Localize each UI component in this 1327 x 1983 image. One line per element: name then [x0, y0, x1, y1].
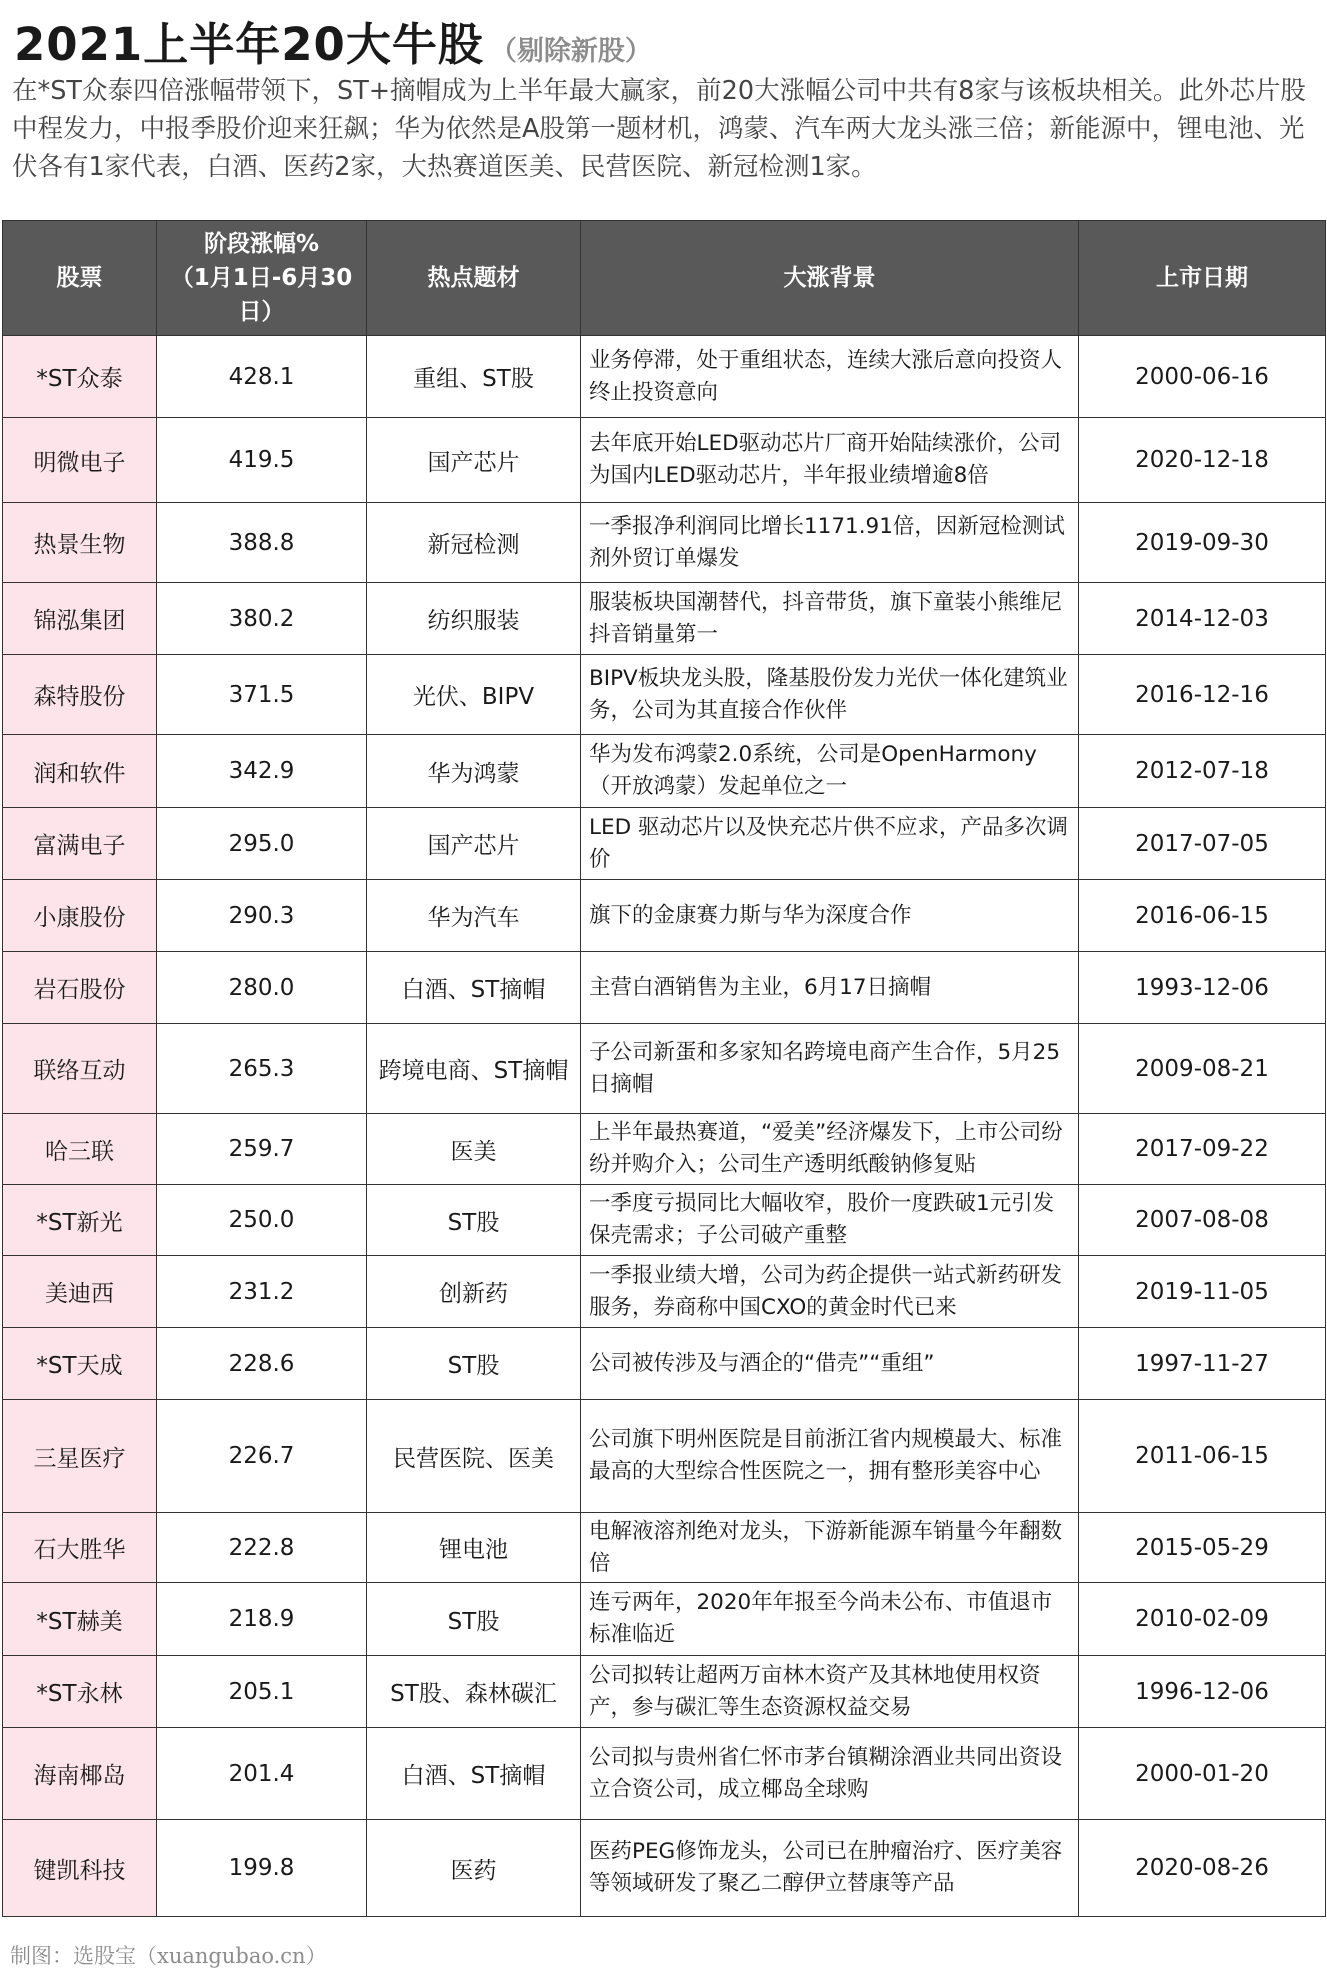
- theme: 重组、ST股: [367, 336, 581, 418]
- table-row: [3, 1656, 1326, 1728]
- table-row: [3, 808, 1326, 880]
- theme: 医药: [367, 1820, 581, 1917]
- gain-value: 222.8: [157, 1513, 367, 1583]
- theme: 国产芯片: [367, 808, 581, 880]
- table-row: [3, 336, 1326, 418]
- gain-value: 295.0: [157, 808, 367, 880]
- table-row: [3, 1400, 1326, 1513]
- table-row: [3, 1820, 1326, 1917]
- theme: 医美: [367, 1114, 581, 1185]
- table-row: [3, 880, 1326, 952]
- rally-background: 子公司新蛋和多家知名跨境电商产生合作，5月25日摘帽: [581, 1024, 1079, 1114]
- theme: 民营医院、医美: [367, 1400, 581, 1513]
- stock-name: 三星医疗: [3, 1400, 157, 1513]
- listing-date: 1997-11-27: [1079, 1328, 1326, 1400]
- gain-value: 199.8: [157, 1820, 367, 1917]
- stocks-table: [2, 220, 1326, 1917]
- gain-value: 428.1: [157, 336, 367, 418]
- table-row: [3, 1185, 1326, 1256]
- table-row: [3, 735, 1326, 808]
- listing-date: 2007-08-08: [1079, 1185, 1326, 1256]
- theme: 跨境电商、ST摘帽: [367, 1024, 581, 1114]
- gain-value: 259.7: [157, 1114, 367, 1185]
- stock-name: *ST众泰: [3, 336, 157, 418]
- rally-background: 一季报净利润同比增长1171.91倍，因新冠检测试剂外贸订单爆发: [581, 503, 1079, 583]
- rally-background: 一季度亏损同比大幅收窄，股价一度跌破1元引发保壳需求；子公司破产重整: [581, 1185, 1079, 1256]
- rally-background: 公司旗下明州医院是目前浙江省内规模最大、标准最高的大型综合性医院之一，拥有整形美容中心: [581, 1400, 1079, 1513]
- gain-value: 226.7: [157, 1400, 367, 1513]
- rally-background: 业务停滞，处于重组状态，连续大涨后意向投资人终止投资意向: [581, 336, 1079, 418]
- stock-name: 润和软件: [3, 735, 157, 808]
- listing-date: 2011-06-15: [1079, 1400, 1326, 1513]
- theme: ST股: [367, 1328, 581, 1400]
- table-row: [3, 1256, 1326, 1328]
- table-row: [3, 1728, 1326, 1820]
- gain-value: 265.3: [157, 1024, 367, 1114]
- listing-date: 2019-09-30: [1079, 503, 1326, 583]
- listing-date: 2016-06-15: [1079, 880, 1326, 952]
- stock-name: 富满电子: [3, 808, 157, 880]
- rally-background: 电解液溶剂绝对龙头，下游新能源车销量今年翻数倍: [581, 1513, 1079, 1583]
- listing-date: 2012-07-18: [1079, 735, 1326, 808]
- listing-date: 2017-07-05: [1079, 808, 1326, 880]
- gain-value: 280.0: [157, 952, 367, 1024]
- stock-name: 美迪西: [3, 1256, 157, 1328]
- stock-name: *ST永林: [3, 1656, 157, 1728]
- theme: ST股、森林碳汇: [367, 1656, 581, 1728]
- stock-name: 小康股份: [3, 880, 157, 952]
- table-row: [3, 952, 1326, 1024]
- listing-date: 1993-12-06: [1079, 952, 1326, 1024]
- header-stock: 股票: [3, 221, 157, 336]
- listing-date: 2017-09-22: [1079, 1114, 1326, 1185]
- table-row: [3, 503, 1326, 583]
- rally-background: 旗下的金康赛力斯与华为深度合作: [581, 880, 1079, 952]
- stock-name: 明微电子: [3, 418, 157, 503]
- gain-value: 231.2: [157, 1256, 367, 1328]
- rally-background: 公司拟转让超两万亩林木资产及其林地使用权资产，参与碳汇等生态资源权益交易: [581, 1656, 1079, 1728]
- gain-value: 218.9: [157, 1583, 367, 1656]
- rally-background: 华为发布鸿蒙2.0系统，公司是OpenHarmony（开放鸿蒙）发起单位之一: [581, 735, 1079, 808]
- theme: 纺织服装: [367, 583, 581, 655]
- stock-name: 联络互动: [3, 1024, 157, 1114]
- gain-value: 290.3: [157, 880, 367, 952]
- stock-name: *ST天成: [3, 1328, 157, 1400]
- stock-name: *ST赫美: [3, 1583, 157, 1656]
- listing-date: 2020-08-26: [1079, 1820, 1326, 1917]
- listing-date: 2010-02-09: [1079, 1583, 1326, 1656]
- page-title: 2021上半年20大牛股: [14, 18, 484, 71]
- theme: 创新药: [367, 1256, 581, 1328]
- rally-background: 主营白酒销售为主业，6月17日摘帽: [581, 952, 1079, 1024]
- rally-background: 连亏两年，2020年年报至今尚未公布、市值退市标准临近: [581, 1583, 1079, 1656]
- gain-value: 205.1: [157, 1656, 367, 1728]
- rally-background: 公司拟与贵州省仁怀市茅台镇糊涂酒业共同出资设立合资公司，成立椰岛全球购: [581, 1728, 1079, 1820]
- table-header-row: [3, 221, 1326, 336]
- table-row: [3, 1114, 1326, 1185]
- header-gain: [157, 221, 367, 336]
- table-row: [3, 1024, 1326, 1114]
- header-theme: 热点题材: [367, 221, 581, 336]
- theme: 锂电池: [367, 1513, 581, 1583]
- rally-background: BIPV板块龙头股，隆基股份发力光伏一体化建筑业务，公司为其直接合作伙伴: [581, 655, 1079, 735]
- gain-value: 388.8: [157, 503, 367, 583]
- table-row: [3, 655, 1326, 735]
- rally-background: 医药PEG修饰龙头，公司已在肿瘤治疗、医疗美容等领域研发了聚乙二醇伊立替康等产品: [581, 1820, 1079, 1917]
- table-row: [3, 583, 1326, 655]
- rally-background: 一季报业绩大增，公司为药企提供一站式新药研发服务，券商称中国CXO的黄金时代已来: [581, 1256, 1079, 1328]
- header-gain-line2: （1月1日-6月30日）: [170, 265, 353, 325]
- header: [0, 0, 1327, 72]
- gain-value: 250.0: [157, 1185, 367, 1256]
- listing-date: 2020-12-18: [1079, 418, 1326, 503]
- theme: 白酒、ST摘帽: [367, 1728, 581, 1820]
- listing-date: 2000-01-20: [1079, 1728, 1326, 1820]
- table-row: [3, 1513, 1326, 1583]
- gain-value: 342.9: [157, 735, 367, 808]
- gain-value: 228.6: [157, 1328, 367, 1400]
- gain-value: 371.5: [157, 655, 367, 735]
- listing-date: 2000-06-16: [1079, 336, 1326, 418]
- theme: 华为鸿蒙: [367, 735, 581, 808]
- theme: 华为汽车: [367, 880, 581, 952]
- stock-name: 石大胜华: [3, 1513, 157, 1583]
- theme: ST股: [367, 1583, 581, 1656]
- theme: 国产芯片: [367, 418, 581, 503]
- theme: 新冠检测: [367, 503, 581, 583]
- table-row: [3, 1328, 1326, 1400]
- listing-date: 2014-12-03: [1079, 583, 1326, 655]
- listing-date: 2016-12-16: [1079, 655, 1326, 735]
- rally-background: 公司被传涉及与酒企的“借壳”“重组”: [581, 1328, 1079, 1400]
- gain-value: 201.4: [157, 1728, 367, 1820]
- listing-date: 2009-08-21: [1079, 1024, 1326, 1114]
- table-row: [3, 418, 1326, 503]
- listing-date: 2015-05-29: [1079, 1513, 1326, 1583]
- rally-background: LED 驱动芯片以及快充芯片供不应求，产品多次调价: [581, 808, 1079, 880]
- gain-value: 380.2: [157, 583, 367, 655]
- source-credit: 制图：选股宝（xuangubao.cn）: [10, 1944, 327, 1968]
- intro-paragraph: 在*ST众泰四倍涨幅带领下，ST+摘帽成为上半年最大赢家，前20大涨幅公司中共有8家与该板块相关。此外芯片股中程发力，中报季股价迎来狂飙；华为依然是A股第一题材机，鸿蒙、汽车两大龙头涨三倍；新能源中，锂电池、光伏各有1家代表，白酒、医药2家，大热赛道医美、民营医院、新冠检测1家。: [12, 76, 1306, 182]
- stock-name: 热景生物: [3, 503, 157, 583]
- header-listing-date: 上市日期: [1079, 221, 1326, 336]
- header-gain-line1: 阶段涨幅%: [203, 231, 320, 257]
- listing-date: 1996-12-06: [1079, 1656, 1326, 1728]
- stock-name: 海南椰岛: [3, 1728, 157, 1820]
- stock-name: *ST新光: [3, 1185, 157, 1256]
- header-background: 大涨背景: [581, 221, 1079, 336]
- listing-date: 2019-11-05: [1079, 1256, 1326, 1328]
- rally-background: 去年底开始LED驱动芯片厂商开始陆续涨价，公司为国内LED驱动芯片，半年报业绩增逾8倍: [581, 418, 1079, 503]
- table-row: [3, 1583, 1326, 1656]
- stock-name: 锦泓集团: [3, 583, 157, 655]
- theme: ST股: [367, 1185, 581, 1256]
- stock-name: 森特股份: [3, 655, 157, 735]
- gain-value: 419.5: [157, 418, 367, 503]
- stock-name: 键凯科技: [3, 1820, 157, 1917]
- page-subtitle: （剔除新股）: [489, 36, 652, 67]
- theme: 光伏、BIPV: [367, 655, 581, 735]
- stock-name: 哈三联: [3, 1114, 157, 1185]
- theme: 白酒、ST摘帽: [367, 952, 581, 1024]
- stock-name: 岩石股份: [3, 952, 157, 1024]
- rally-background: 上半年最热赛道，“爱美”经济爆发下，上市公司纷纷并购介入；公司生产透明纸酸钠修复贴: [581, 1114, 1079, 1185]
- rally-background: 服装板块国潮替代，抖音带货，旗下童装小熊维尼抖音销量第一: [581, 583, 1079, 655]
